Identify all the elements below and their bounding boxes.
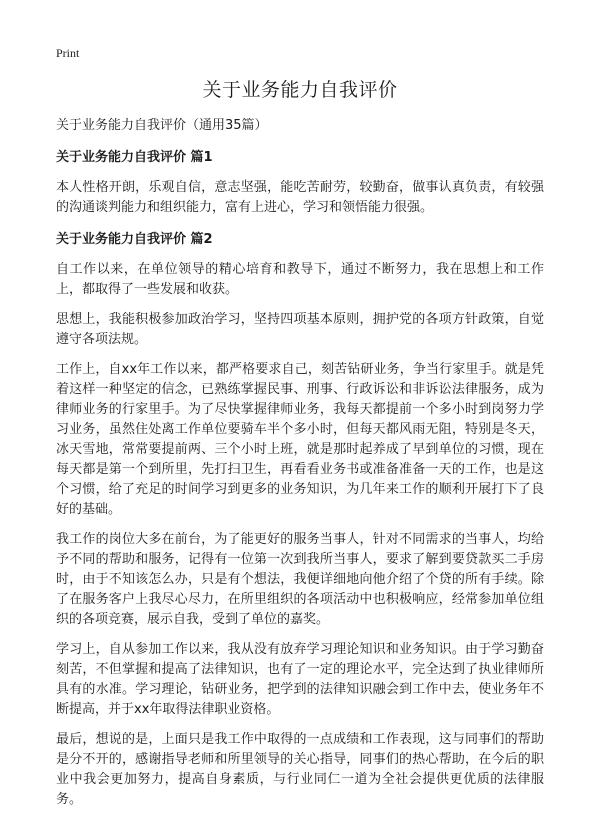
section-1-paragraph-1: 本人性格开朗，乐观自信，意志坚强，能吃苦耐劳，较勤奋，做事认真负责，有较强的沟通谈判能力和组织能力，富有上进心，学习和领悟能力很强。 — [56, 180, 544, 215]
print-link[interactable]: Print — [56, 46, 80, 60]
section-2-paragraph-2: 思想上，我能积极参加政治学习，坚持四项基本原则，拥护党的各项方针政策，自觉遵守各项法规。 — [56, 312, 544, 347]
document-subtitle: 关于业务能力自我评价（通用35篇） — [56, 118, 268, 133]
section-heading-1: 关于业务能力自我评价 篇1 — [56, 150, 213, 165]
section-2-paragraph-4: 我工作的岗位大多在前台，为了能更好的服务当事人，针对不同需求的当事人，均给予不同的帮助和服务，记得有一位第一次到我所当事人，要求了解到要贷款买二手房时，由于不知该怎么办，只是有个想法，我便详细地向他介绍了个贷的所有手续。除了在服务客户上我尽心尽力，在所里组织的各项活动中也积极响应，经常参加单位组织的各项竞赛，展示自我，受到了单位的嘉奖。 — [56, 532, 544, 627]
section-2-paragraph-5: 学习上，自从参加工作以来，我从没有放弃学习理论知识和业务知识。由于学习勤奋刻苦，不但掌握和提高了法律知识，也有了一定的理论水平，完全达到了执业律师所具有的水准。学习理论，钻研业务，把学到的法律知识融会到工作中去，使业务年不断提高，并于xx年取得法律职业资格。 — [56, 642, 544, 717]
section-heading-2: 关于业务能力自我评价 篇2 — [56, 232, 213, 247]
section-2-paragraph-6: 最后，想说的是，上面只是我工作中取得的一点成绩和工作表现，这与同事们的帮助是分不开的，感谢指导老师和所里领导的关心指导，同事们的热心帮助，在今后的职业中我会更加努力，提高自身素质，与行业同仁一道为全社会提供更优质的法律服务。 — [56, 732, 544, 807]
document-title: 关于业务能力自我评价 — [202, 79, 398, 101]
section-2-paragraph-1: 自工作以来，在单位领导的精心培育和教导下，通过不断努力，我在思想上和工作上，都取得了一些发展和收获。 — [56, 262, 544, 297]
section-2-paragraph-3: 工作上，自xx年工作以来，都严格要求自己，刻苦钻研业务，争当行家里手。就是凭着这样一种坚定的信念，已熟练掌握民事、刑事、行政诉讼和非诉讼法律服务，成为律师业务的行家里手。为了尽快掌握律师业务，我每天都提前一个多小时到岗努力学习业务，虽然住处离工作单位要骑车半个多小时，但每天都风雨无阻，特别是冬天，冰天雪地，常常要提前两、三个小时上班，就是那时起养成了早到单位的习惯，现在每天都是第一个到所里，先打扫卫生，再看看业务书或准备准备一天的工作，也是这个习惯，给了充足的时间学习到更多的业务知识，为几年来工作的顺利开展打下了良好的基础。 — [56, 362, 544, 517]
